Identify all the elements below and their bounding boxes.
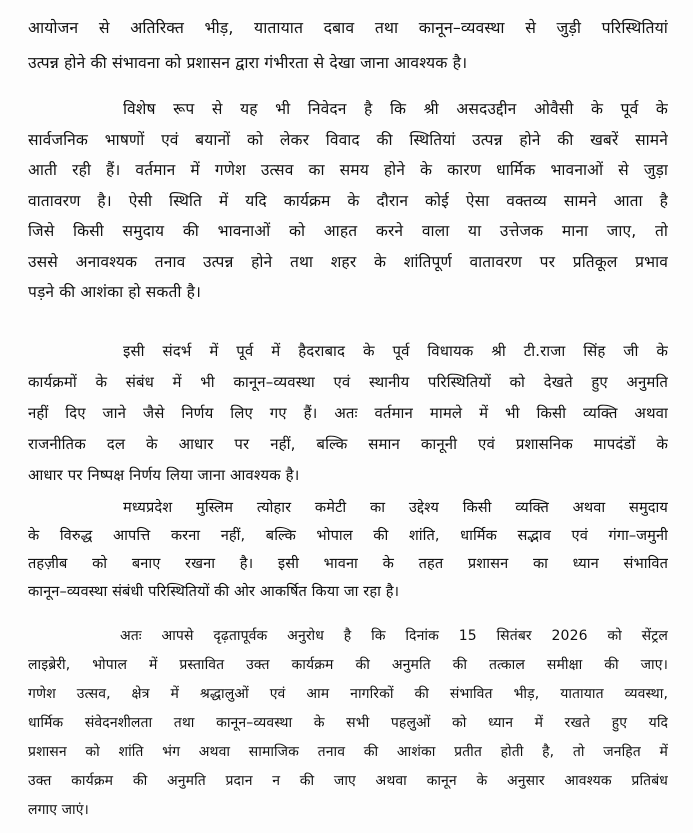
text-line: कार्यक्रमों के संबंध में भी कानून–व्यवस्था एवं स्थानीय परिस्थितियों को देखते हुए अनुमति xyxy=(28,373,668,391)
text-line: उत्पन्न होने की संभावना को प्रशासन द्वारा गंभीरता से देखा जाना आवश्यक है। xyxy=(28,53,468,72)
paragraph-4 xyxy=(28,494,668,606)
paragraph-5 xyxy=(28,622,668,825)
text-line: कानून–व्यवस्था संबंधी परिस्थितियों की ओर आकर्षित किया जा रहा है। xyxy=(28,583,400,600)
text-line: नहीं दिए जाने जैसे निर्णय लिए गए हैं। अतः वर्तमान मामले में भी किसी व्यक्ति अथवा xyxy=(28,404,668,422)
text-line: आधार पर निष्पक्ष निर्णय लिया जाना आवश्यक है। xyxy=(28,466,300,484)
text-line: लाइब्रेरी, भोपाल में प्रस्तावित उक्त कार्यक्रम की अनुमति की तत्काल समीक्षा की जाए। xyxy=(28,657,668,673)
text-line: उक्त कार्यक्रम की अनुमति प्रदान न की जाए अथवा कानून के अनुसार आवश्यक प्रतिबंध xyxy=(28,773,668,789)
text-line: लगाए जाएं। xyxy=(28,802,89,818)
text-line: जिसे किसी समुदाय की भावनाओं को आहत करने वाला या उत्तेजक माना जाए, तो xyxy=(28,222,668,240)
text-line: प्रशासन को शांति भंग अथवा सामाजिक तनाव की आशंका प्रतीत होती है, तो जनहित में xyxy=(28,744,668,760)
text-line: पड़ने की आशंका हो सकती है। xyxy=(28,283,201,301)
text-line: आती रही हैं। वर्तमान में गणेश उत्सव का समय होने के कारण धार्मिक भावनाओं से जुड़ा xyxy=(28,161,668,179)
text-line: राजनीतिक दल के आधार पर नहीं, बल्कि समान कानूनी एवं प्रशासनिक मापदंडों के xyxy=(28,435,668,453)
text-line: धार्मिक संवेदनशीलता तथा कानून–व्यवस्था के सभी पहलुओं को ध्यान में रखते हुए यदि xyxy=(28,715,668,731)
text-line: मध्यप्रदेश मुस्लिम त्योहार कमेटी का उद्देश्य किसी व्यक्ति अथवा समुदाय xyxy=(123,499,668,516)
text-line: उससे अनावश्यक तनाव उत्पन्न होने तथा शहर के शांतिपूर्ण वातावरण पर प्रतिकूल प्रभाव xyxy=(28,252,668,271)
text-line: इसी संदर्भ में पूर्व में हैदराबाद के पूर्व विधायक श्री टी.राजा सिंह जी के xyxy=(123,342,668,360)
paragraph-1 xyxy=(28,10,668,80)
text-line: तहज़ीब को बनाए रखना है। इसी भावना के तहत प्रशासन का ध्यान संभावित xyxy=(28,555,668,572)
text-line: अतः आपसे दृढ़तापूर्वक अनुरोध है कि दिनांक 15 सितंबर 2026 को सेंट्रल xyxy=(120,628,668,644)
text-line: वातावरण है। ऐसी स्थिति में यदि कार्यक्रम के दौरान कोई ऐसा वक्तव्य सामने आता है xyxy=(28,191,668,210)
text-line: के विरुद्ध आपत्ति करना नहीं, बल्कि भोपाल की शांति, धार्मिक सद्भाव एवं गंगा–जमुनी xyxy=(28,527,668,544)
text-line: आयोजन से अतिरिक्त भीड़, यातायात दबाव तथा कानून–व्यवस्था से जुड़ी परिस्थितियां xyxy=(28,18,668,37)
text-line: सार्वजनिक भाषणों एवं बयानों को लेकर विवाद की स्थितियां उत्पन्न होने की खबरें सामने xyxy=(28,130,668,149)
text-line: विशेष रूप से यह भी निवेदन है कि श्री असदउद्दीन ओवैसी के पूर्व के xyxy=(123,100,668,118)
paragraph-2 xyxy=(28,94,668,308)
text-line: गणेश उत्सव, क्षेत्र में श्रद्धालुओं एवं आम नागरिकों की संभावित भीड़, यातायात व्यवस्था, xyxy=(28,686,668,702)
paragraph-3 xyxy=(28,336,668,491)
